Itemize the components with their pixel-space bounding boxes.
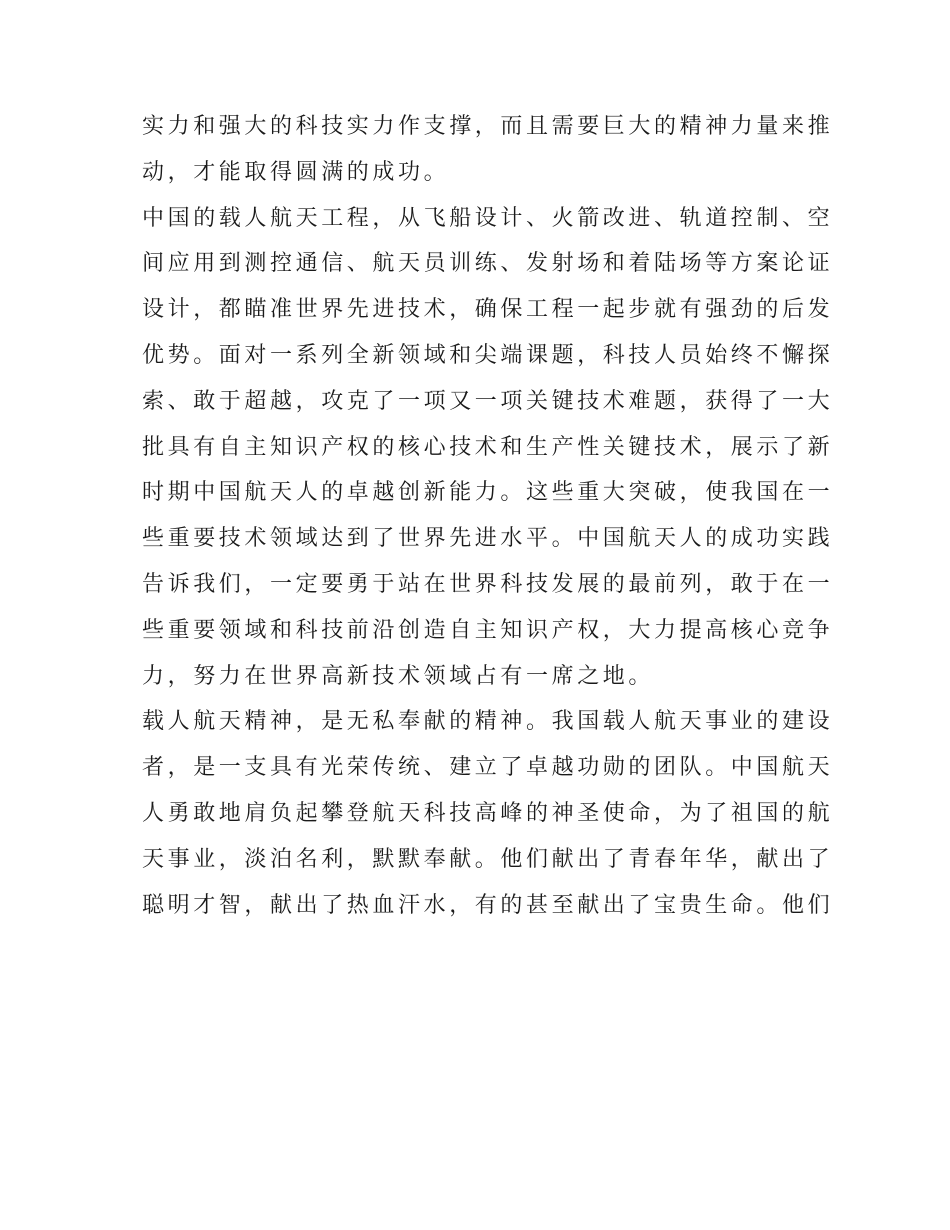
text-line: 设计，都瞄准世界先进技术，确保工程一起步就有强劲的后发 bbox=[142, 297, 834, 323]
text-line: 优势。面对一系列全新领域和尖端课题，科技人员始终不懈探 bbox=[142, 342, 834, 368]
text-line: 间应用到测控通信、航天员训练、发射场和着陆场等方案论证 bbox=[142, 251, 834, 277]
text-line: 实力和强大的科技实力作支撑，而且需要巨大的精神力量来推 bbox=[142, 114, 834, 139]
text-line: 载人航天精神，是无私奉献的精神。我国载人航天事业的建设 bbox=[142, 709, 834, 735]
text-line: 人勇敢地肩负起攀登航天科技高峰的神圣使命，为了祖国的航 bbox=[142, 800, 834, 826]
text-line: 聪明才智，献出了热血汗水，有的甚至献出了宝贵生命。他们 bbox=[142, 892, 834, 918]
text-line: 中国的载人航天工程，从飞船设计、火箭改进、轨道控制、空 bbox=[142, 205, 834, 231]
text-line: 天事业，淡泊名利，默默奉献。他们献出了青春年华，献出了 bbox=[142, 846, 834, 872]
text-line: 时期中国航天人的卓越创新能力。这些重大突破，使我国在一 bbox=[142, 480, 834, 506]
text-line: 告诉我们，一定要勇于站在世界科技发展的最前列，敢于在一 bbox=[142, 571, 834, 597]
text-line: 索、敢于超越，攻克了一项又一项关键技术难题，获得了一大 bbox=[142, 388, 834, 414]
text-line: 些重要技术领域达到了世界先进水平。中国航天人的成功实践 bbox=[142, 526, 834, 552]
text-line: 力，努力在世界高新技术领域占有一席之地。 bbox=[142, 663, 655, 689]
text-line: 批具有自主知识产权的核心技术和生产性关键技术，展示了新 bbox=[142, 434, 834, 460]
text-line: 动，才能取得圆满的成功。 bbox=[142, 159, 450, 185]
text-line: 者，是一支具有光荣传统、建立了卓越功勋的团队。中国航天 bbox=[142, 755, 834, 781]
text-line: 些重要领域和科技前沿创造自主知识产权，大力提高核心竞争 bbox=[142, 617, 834, 643]
body-text bbox=[142, 104, 834, 928]
